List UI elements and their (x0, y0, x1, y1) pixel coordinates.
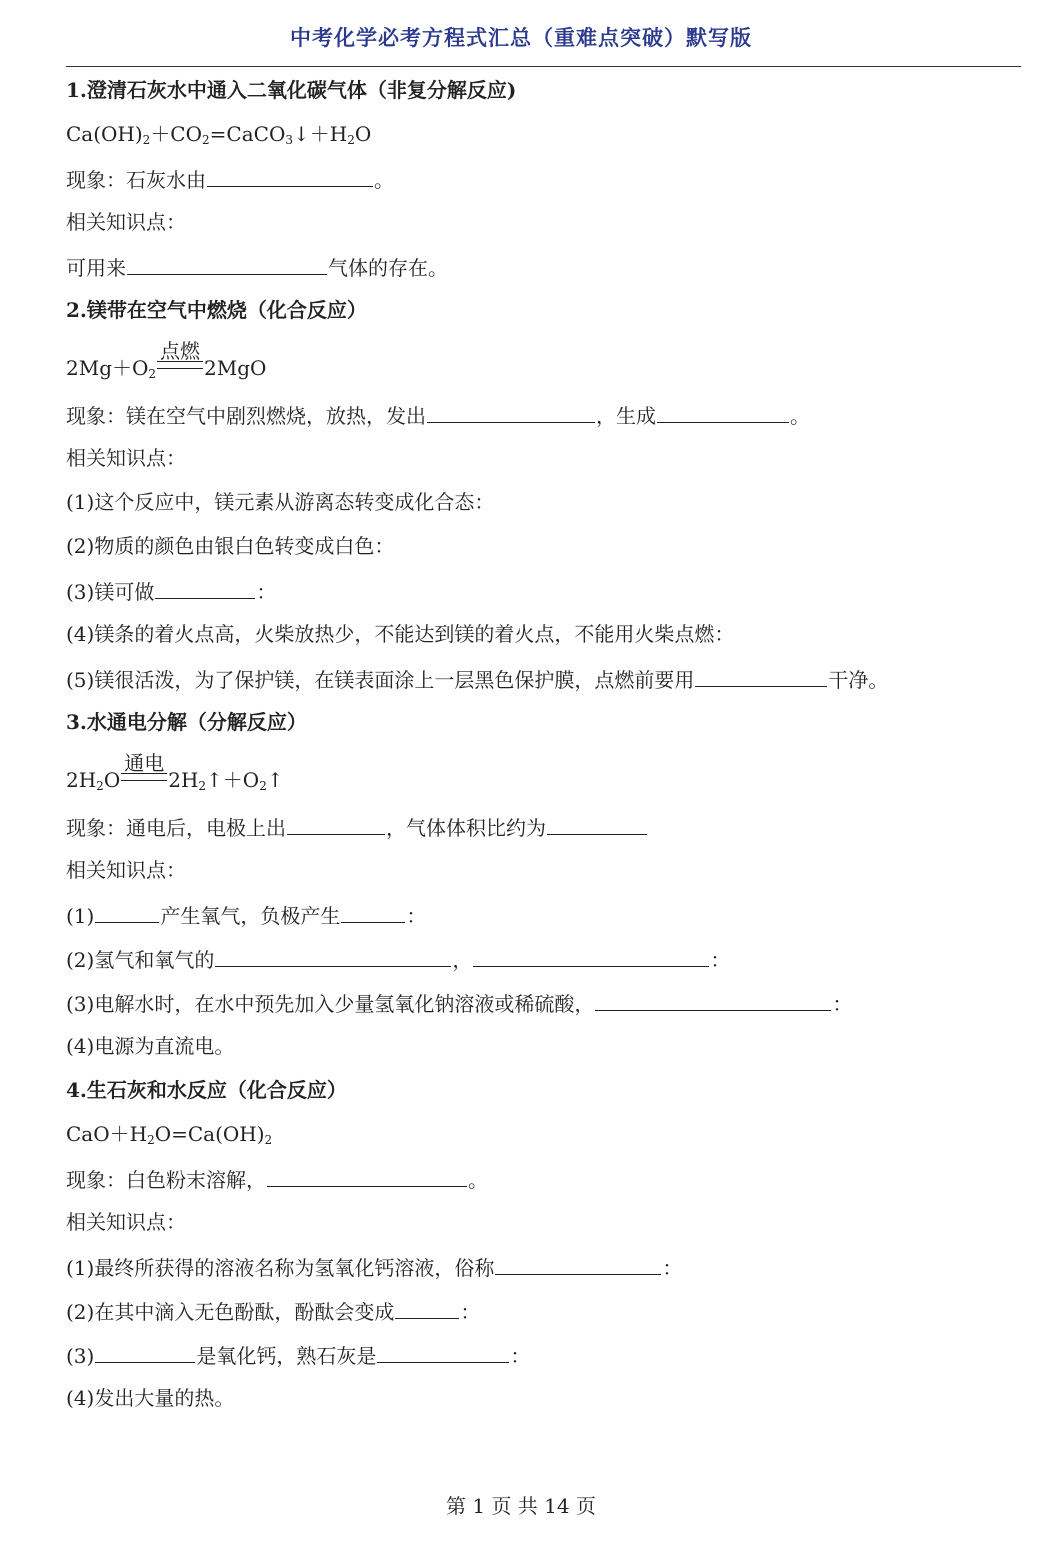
answer-blank[interactable] (287, 812, 385, 835)
text: (5)镁很活泼，为了保护镁，在镁表面涂上一层黑色保护膜，点燃前要用 (66, 668, 695, 692)
text: ，生成 (596, 404, 656, 428)
answer-blank[interactable] (547, 812, 647, 835)
answer-blank[interactable] (657, 400, 789, 423)
eq-subscript: 2 (198, 779, 207, 793)
eq-part: =CaCO (209, 122, 286, 146)
section-4-point-1 (66, 1252, 682, 1282)
eq-part: ↑＋O (206, 768, 260, 792)
eq-part: O=Ca(OH) (154, 1122, 265, 1146)
eq-part: 2Mg＋O (66, 356, 149, 380)
text: ： (460, 1300, 481, 1324)
section-2-point-1: (1)这个反应中，镁元素从游离态转变成化合态： (66, 490, 495, 514)
section-3-point-3 (66, 988, 852, 1018)
section-1-phenomenon (66, 164, 394, 194)
section-3-point-1 (66, 900, 426, 930)
text: (1)最终所获得的溶液名称为氢氧化钙溶液，俗称 (66, 1256, 495, 1280)
section-4-point-3 (66, 1340, 530, 1370)
header-divider (66, 66, 1021, 67)
eq-subscript: 2 (264, 1133, 273, 1147)
section-3-point-2 (66, 944, 730, 974)
text: 现象：白色粉末溶解， (66, 1168, 266, 1192)
text: ， (452, 948, 473, 972)
answer-blank[interactable] (215, 944, 451, 967)
text: ： (510, 1344, 531, 1368)
page-title: 中考化学必考方程式汇总（重难点突破）默写版 (290, 25, 752, 50)
section-1-equation (66, 120, 371, 148)
text: (2)氢气和氧气的 (66, 948, 215, 972)
eq-part: 2H (168, 768, 199, 792)
section-3-related-label: 相关知识点： (66, 858, 186, 882)
text: 现象：石灰水由 (66, 168, 206, 192)
eq-part: ↓＋H (292, 122, 348, 146)
eq-subscript: 2 (202, 133, 210, 147)
condition-label: 点燃 (160, 339, 201, 363)
text: ： (710, 948, 731, 972)
eq-part: ＋CO (150, 122, 203, 146)
text: (3)镁可做 (66, 580, 155, 604)
answer-blank[interactable] (595, 988, 831, 1011)
text: (3)电解水时，在水中预先加入少量氢氧化钠溶液或稀硫酸， (66, 992, 595, 1016)
section-1-related-label: 相关知识点： (66, 210, 186, 234)
answer-blank[interactable] (267, 1164, 467, 1187)
text: ： (256, 580, 277, 604)
text: 。 (468, 1168, 488, 1192)
eq-part: O (103, 768, 121, 792)
text: ，气体体积比约为 (386, 816, 546, 840)
text: 可用来 (66, 256, 126, 280)
section-2-point-2: (2)物质的颜色由银白色转变成白色： (66, 534, 395, 558)
text: 是氧化钙，熟石灰是 (196, 1344, 377, 1368)
eq-part: 2MgO (204, 356, 267, 380)
eq-part: Ca(OH) (66, 122, 143, 146)
answer-blank[interactable] (341, 900, 405, 923)
answer-blank[interactable] (95, 1340, 195, 1363)
section-4-phenomenon (66, 1164, 488, 1194)
answer-blank[interactable] (155, 576, 255, 599)
text: 现象：镁在空气中剧烈燃烧，放热，发出 (66, 404, 426, 428)
section-3-phenomenon (66, 812, 648, 842)
text: 干净。 (828, 668, 889, 692)
section-1-heading: 1.澄清石灰水中通入二氧化碳气体（非复分解反应) (66, 78, 517, 102)
section-1-point-1 (66, 252, 448, 282)
text: ： (406, 904, 427, 928)
page-number: 第 1 页 共 14 页 (446, 1494, 596, 1518)
answer-blank[interactable] (127, 252, 327, 275)
text: (1) (66, 904, 95, 928)
eq-subscript: 2 (259, 779, 267, 793)
section-4-point-2 (66, 1296, 480, 1326)
eq-part: O (354, 122, 372, 146)
condition-label: 通电 (124, 751, 165, 775)
answer-blank[interactable] (473, 944, 709, 967)
eq-subscript: 2 (142, 133, 151, 147)
text: 。 (790, 404, 810, 428)
answer-blank[interactable] (695, 664, 827, 687)
section-4-related-label: 相关知识点： (66, 1210, 186, 1234)
section-3-point-4: (4)电源为直流电。 (66, 1034, 235, 1058)
answer-blank[interactable] (95, 900, 159, 923)
eq-part: 2H (66, 768, 97, 792)
section-2-related-label: 相关知识点： (66, 446, 186, 470)
answer-blank[interactable] (377, 1340, 509, 1363)
eq-subscript: 2 (347, 133, 355, 147)
section-4-heading: 4.生石灰和水反应（化合反应） (66, 1078, 347, 1102)
eq-subscript: 2 (96, 779, 104, 793)
eq-subscript: 3 (285, 133, 293, 147)
section-2-phenomenon (66, 400, 810, 430)
text: 气体的存在。 (328, 256, 448, 280)
text: ： (662, 1256, 683, 1280)
text: 现象：通电后，电极上出 (66, 816, 286, 840)
reaction-condition (157, 339, 203, 375)
section-3-heading: 3.水通电分解（分解反应） (66, 710, 307, 734)
text: (3) (66, 1344, 95, 1368)
section-2-point-3 (66, 576, 276, 606)
eq-part: ↑ (266, 768, 284, 792)
answer-blank[interactable] (395, 1296, 459, 1319)
text: ： (832, 992, 853, 1016)
reaction-condition (121, 751, 167, 787)
eq-subscript: 2 (147, 1133, 155, 1147)
answer-blank[interactable] (495, 1252, 661, 1275)
text: 。 (374, 168, 394, 192)
section-2-equation (66, 339, 267, 382)
text: 产生氧气，负极产生 (160, 904, 341, 928)
section-2-heading: 2.镁带在空气中燃烧（化合反应） (66, 298, 367, 322)
section-3-equation (66, 751, 284, 794)
text: (2)在其中滴入无色酚酞，酚酞会变成 (66, 1300, 395, 1324)
answer-blank[interactable] (427, 400, 595, 423)
section-4-equation (66, 1120, 272, 1148)
section-2-point-4: (4)镁条的着火点高，火柴放热少，不能达到镁的着火点，不能用火柴点燃： (66, 622, 735, 646)
eq-subscript: 2 (148, 367, 157, 381)
eq-part: CaO＋H (66, 1122, 148, 1146)
answer-blank[interactable] (207, 164, 373, 187)
section-4-point-4: (4)发出大量的热。 (66, 1386, 235, 1410)
section-2-point-5 (66, 664, 888, 694)
